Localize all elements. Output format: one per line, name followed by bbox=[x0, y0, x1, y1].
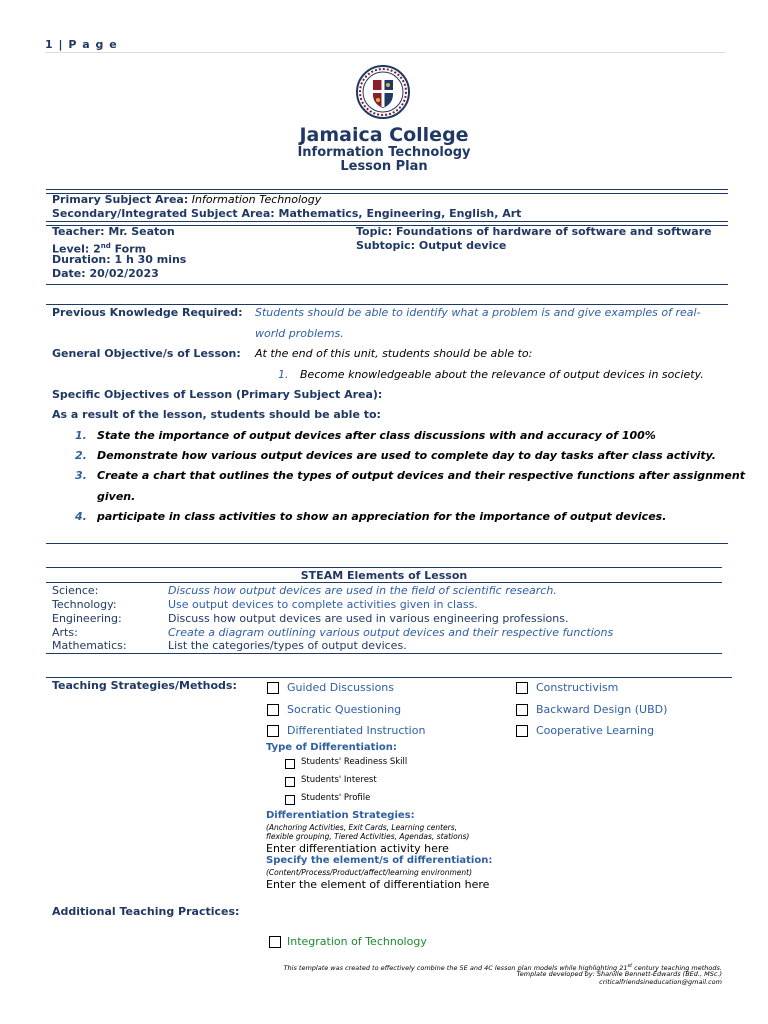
specific-objective-2: Demonstrate how various output devices are used to complete day to day tasks after class activity. bbox=[97, 449, 716, 462]
objectives-bottom-rule bbox=[46, 543, 728, 544]
strategies-label: Teaching Strategies/Methods: bbox=[52, 679, 237, 692]
differentiation-element-heading: Specify the element/s of differentiation: bbox=[266, 855, 493, 866]
department-title: Information Technology bbox=[297, 145, 471, 160]
socratic-questioning-checkbox[interactable] bbox=[267, 704, 279, 716]
integration-of-technology-checkbox[interactable] bbox=[269, 936, 281, 948]
steam-top-rule bbox=[46, 567, 722, 568]
differentiation-element-note: (Content/Process/Product/affect/learning environment) bbox=[266, 868, 473, 877]
steam-label-arts: Arts: bbox=[52, 626, 78, 639]
general-objective-item: Become knowledgeable about the relevance of output devices in society. bbox=[300, 368, 704, 381]
details-bottom-rule bbox=[46, 284, 728, 285]
subtopic: Subtopic: Output device bbox=[356, 239, 507, 252]
footer-line1b: century teaching methods. bbox=[632, 964, 722, 973]
differentiation-element-field[interactable]: Enter the element of differentiation here bbox=[266, 878, 490, 891]
type-of-differentiation-heading: Type of Differentiation: bbox=[266, 742, 397, 753]
differentiated-instruction-checkbox[interactable] bbox=[267, 725, 279, 737]
integration-of-technology-label: Integration of Technology bbox=[287, 935, 427, 948]
additional-practices-label: Additional Teaching Practices: bbox=[52, 905, 240, 918]
steam-heading-rule bbox=[46, 582, 722, 583]
footer-line1a: This template was created to effectively combine the 5E and 4C lesson plan models while highlighting 21 bbox=[283, 964, 628, 973]
specific-objective-1: State the importance of output devices after class discussions with and accuracy of 100% bbox=[97, 429, 656, 442]
footer-author: Template developed by: Shanille Bennett-Edwards (BEd., MSc.) bbox=[516, 970, 722, 978]
page-label: P a g e bbox=[68, 38, 118, 51]
steam-value-arts: Create a diagram outlining various output devices and their respective functions bbox=[168, 626, 614, 639]
constructivism-checkbox[interactable] bbox=[516, 682, 528, 694]
header-divider bbox=[45, 52, 725, 53]
students-interest-label: Students' Interest bbox=[301, 775, 377, 785]
college-crest-logo bbox=[355, 64, 411, 120]
cooperative-learning-checkbox[interactable] bbox=[516, 725, 528, 737]
readiness-skill-checkbox[interactable] bbox=[285, 759, 295, 769]
readiness-skill-label: Students' Readiness Skill bbox=[301, 757, 408, 767]
document-type-title: Lesson Plan bbox=[340, 159, 428, 174]
footer-line1-sup: st bbox=[627, 963, 633, 969]
guided-discussions-checkbox[interactable] bbox=[267, 682, 279, 694]
backward-design-checkbox[interactable] bbox=[516, 704, 528, 716]
differentiated-instruction-label: Differentiated Instruction bbox=[287, 724, 426, 737]
steam-value-engineering: Discuss how output devices are used in various engineering professions. bbox=[168, 612, 569, 625]
differentiation-strategies-note1: (Anchoring Activities, Exit Cards, Learning centers, bbox=[266, 823, 458, 832]
specific-objective-num-4: 4. bbox=[75, 510, 87, 523]
students-profile-checkbox[interactable] bbox=[285, 795, 295, 805]
guided-discussions-label: Guided Discussions bbox=[287, 681, 395, 694]
secondary-subject-value: Mathematics, Engineering, English, Art bbox=[278, 207, 522, 220]
page-number: 1 bbox=[45, 38, 54, 51]
backward-design-label: Backward Design (UBD) bbox=[536, 703, 668, 716]
level-sup: nd bbox=[100, 242, 111, 250]
specific-objective-num-2: 2. bbox=[75, 449, 87, 462]
primary-subject-value: Information Technology bbox=[191, 193, 322, 206]
general-objective-text: At the end of this unit, students should be able to: bbox=[255, 347, 533, 360]
general-objective-label: General Objective/s of Lesson: bbox=[52, 347, 241, 360]
constructivism-label: Constructivism bbox=[536, 681, 619, 694]
duration: Duration: 1 h 30 mins bbox=[52, 253, 187, 266]
secondary-subject-label: Secondary/Integrated Subject Area: bbox=[52, 207, 275, 220]
strategies-top-rule bbox=[46, 677, 732, 678]
specific-objective-3-cont: given. bbox=[97, 490, 136, 503]
specific-objectives-heading: Specific Objectives of Lesson (Primary Subject Area): bbox=[52, 388, 383, 401]
differentiation-strategies-note2: flexible grouping, Tiered Activities, Agendas, stations) bbox=[266, 832, 470, 841]
primary-subject-row bbox=[52, 193, 321, 207]
topic: Topic: Foundations of hardware of software and software bbox=[356, 225, 712, 238]
students-interest-checkbox[interactable] bbox=[285, 777, 295, 787]
steam-bottom-rule bbox=[46, 653, 722, 654]
steam-value-science: Discuss how output devices are used in the field of scientific research. bbox=[168, 584, 557, 597]
specific-objective-num-3: 3. bbox=[75, 469, 87, 482]
steam-value-mathematics: List the categories/types of output devices. bbox=[168, 639, 407, 652]
secondary-subject-row bbox=[52, 207, 521, 221]
page-header: 1 | P a g e bbox=[45, 38, 118, 51]
students-profile-label: Students' Profile bbox=[301, 793, 371, 803]
steam-label-technology: Technology: bbox=[52, 598, 117, 611]
socratic-questioning-label: Socratic Questioning bbox=[287, 703, 402, 716]
prev-knowledge-line2: world problems. bbox=[255, 327, 344, 340]
primary-subject-label: Primary Subject Area: bbox=[52, 193, 189, 206]
steam-label-mathematics: Mathematics: bbox=[52, 639, 127, 652]
teacher-name: Teacher: Mr. Seaton bbox=[52, 225, 175, 238]
footer-email: criticalfriendsineducation@gmail.com bbox=[599, 978, 722, 986]
level-suffix: Form bbox=[110, 242, 147, 256]
steam-label-engineering: Engineering: bbox=[52, 612, 122, 625]
specific-objective-num-1: 1. bbox=[75, 429, 87, 442]
steam-value-technology: Use output devices to complete activities given in class. bbox=[168, 598, 478, 611]
knowledge-top-rule bbox=[46, 304, 728, 305]
specific-objective-3: Create a chart that outlines the types of output devices and their respective functions after assignment bbox=[97, 469, 745, 482]
level-prefix: Level: 2 bbox=[52, 242, 101, 256]
steam-heading: STEAM Elements of Lesson bbox=[300, 569, 468, 582]
specific-objectives-intro: As a result of the lesson, students should be able to: bbox=[52, 408, 381, 421]
lesson-date: Date: 20/02/2023 bbox=[52, 267, 159, 280]
specific-objective-4: participate in class activities to show an appreciation for the importance of output devices. bbox=[97, 510, 667, 523]
differentiation-activity-field[interactable]: Enter differentiation activity here bbox=[266, 842, 449, 855]
prev-knowledge-label: Previous Knowledge Required: bbox=[52, 306, 243, 319]
general-objective-num: 1. bbox=[278, 368, 289, 381]
steam-label-science: Science: bbox=[52, 584, 99, 597]
cooperative-learning-label: Cooperative Learning bbox=[536, 724, 655, 737]
prev-knowledge-line1: Students should be able to identify what a problem is and give examples of real- bbox=[255, 306, 701, 319]
differentiation-strategies-heading: Differentiation Strategies: bbox=[266, 810, 415, 821]
school-title: Jamaica College bbox=[299, 124, 469, 146]
